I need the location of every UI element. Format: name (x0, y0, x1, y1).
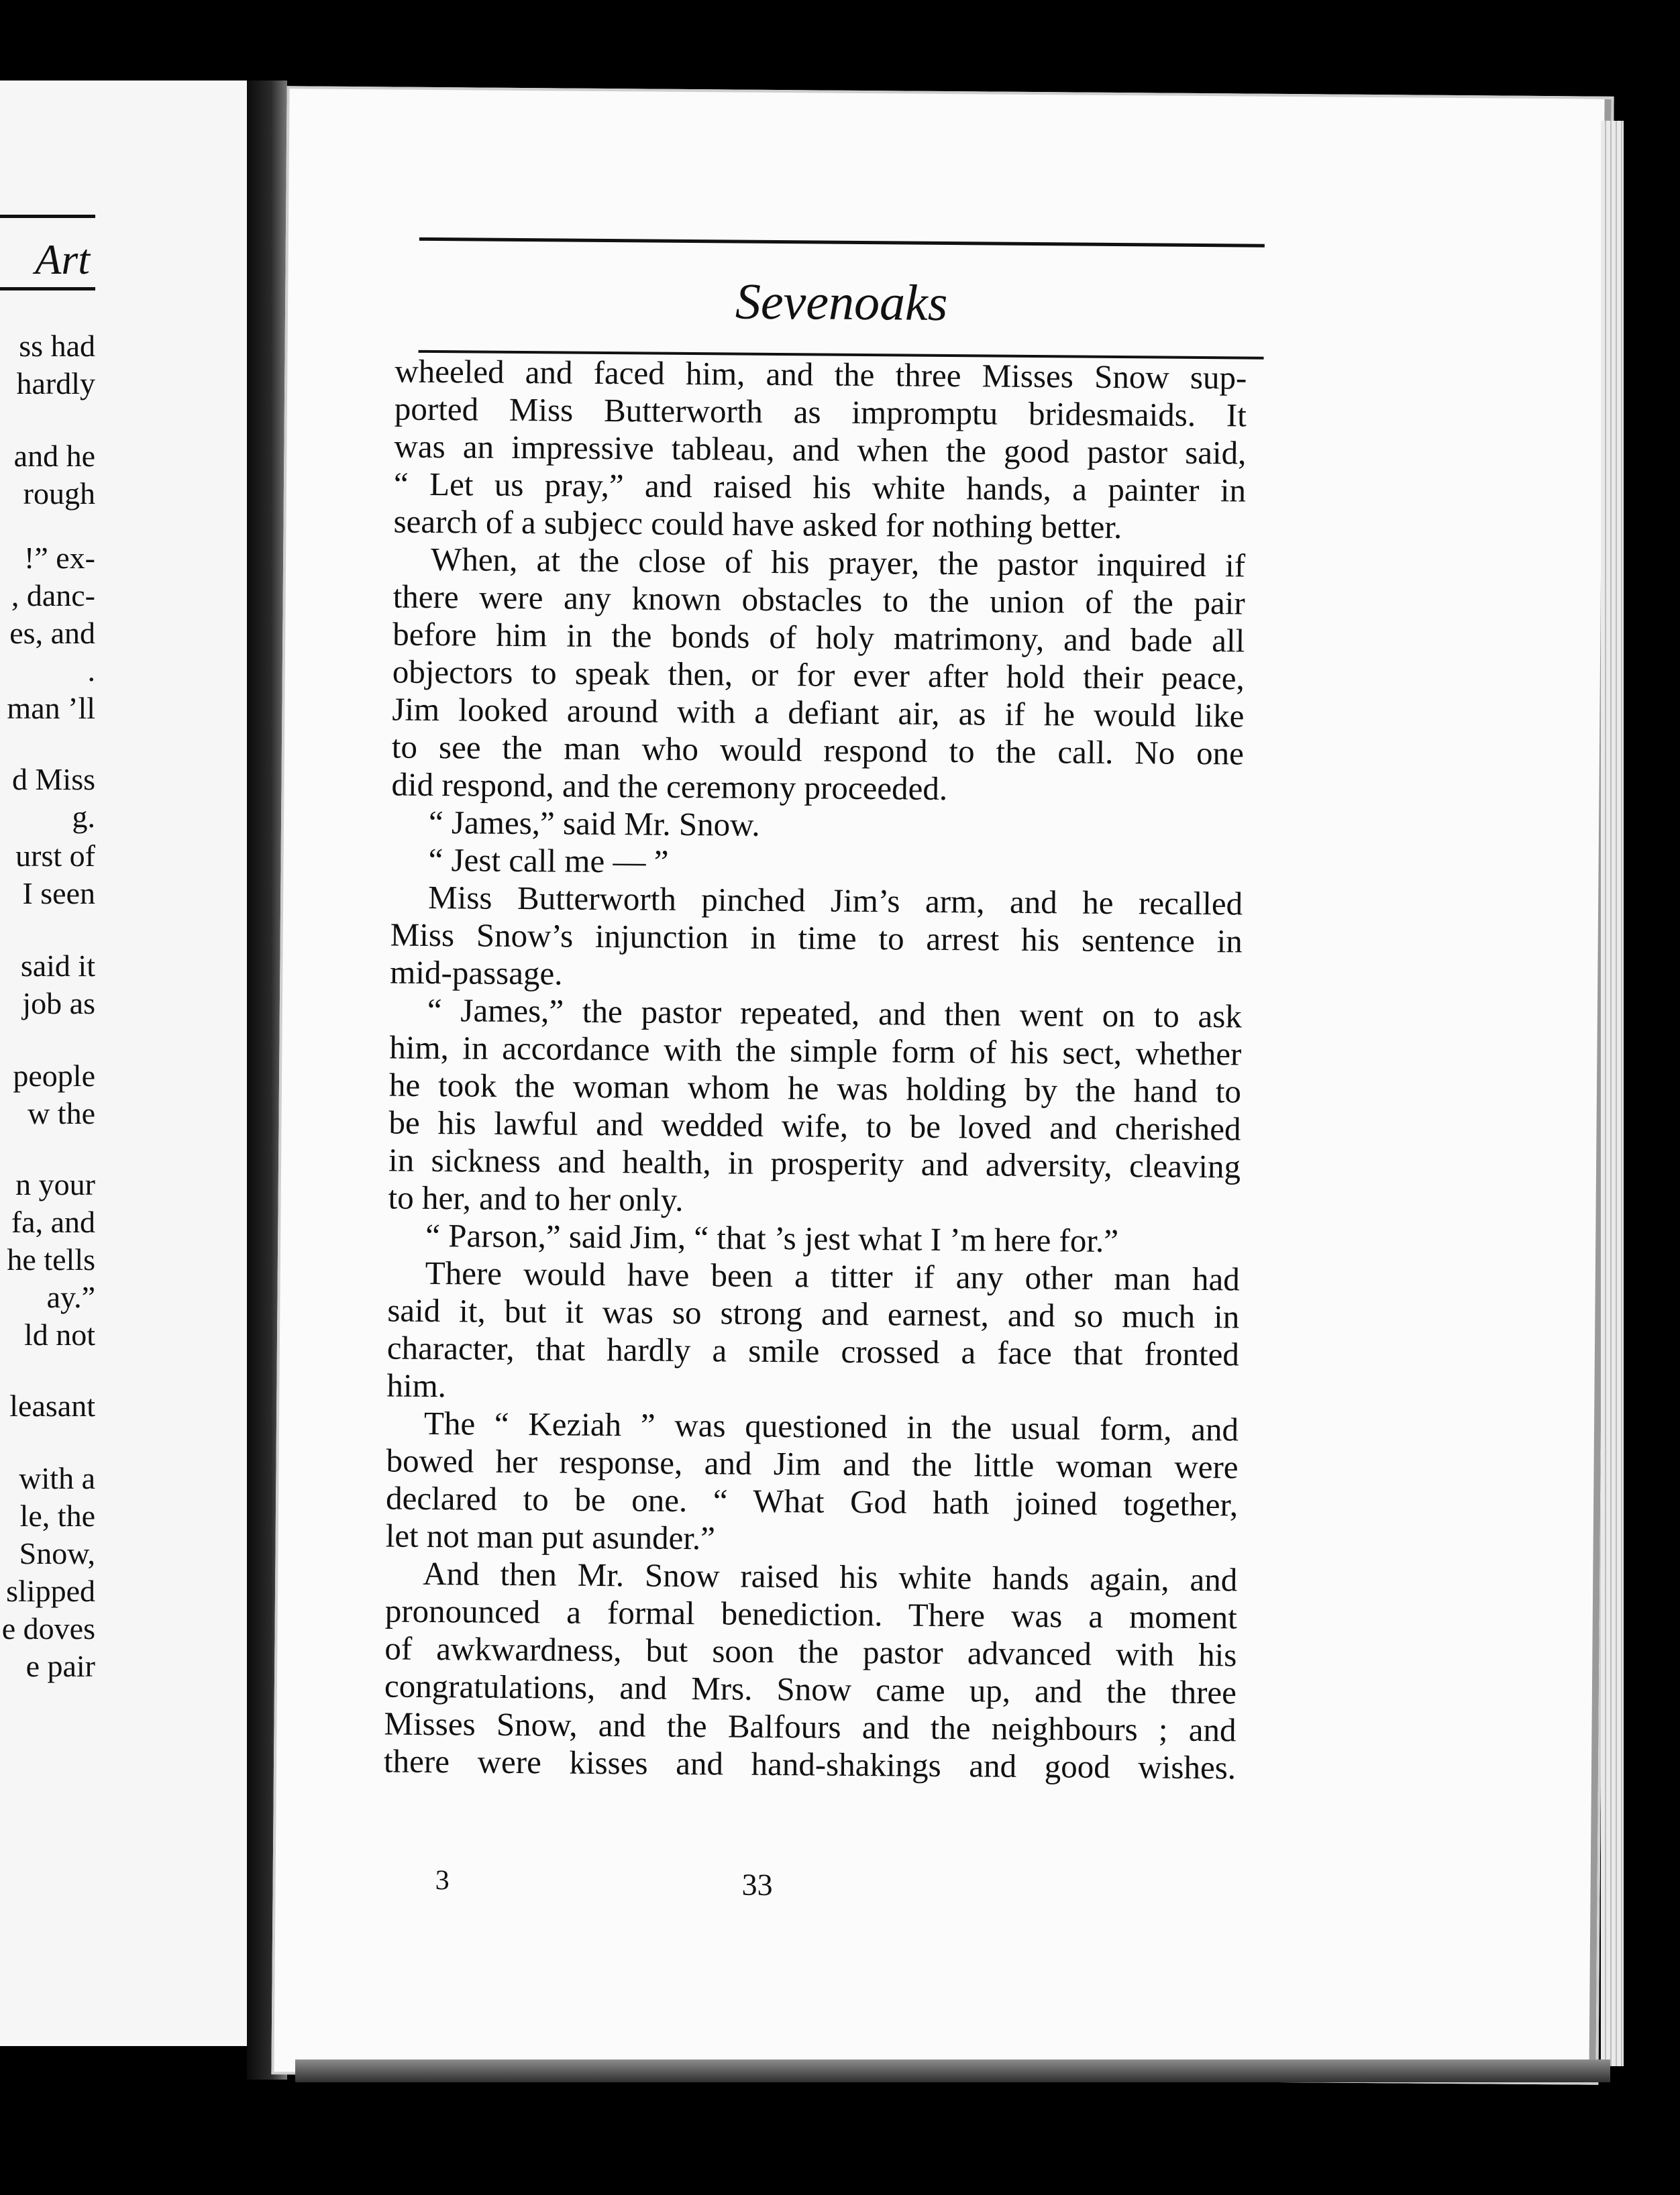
left-text-line: . (87, 653, 95, 688)
text-line: character, that hardly a smile crossed a face that fronted (386, 1329, 1240, 1373)
text-line: “ Jest call me — ” (428, 841, 669, 880)
left-text-line: said it (20, 949, 95, 983)
left-text-line: ld not (23, 1318, 95, 1352)
text-line: declared to be one. “ What God hath joined together, (385, 1479, 1239, 1523)
right-page (271, 86, 1614, 2084)
text-line: pronounced a formal benediction. There was a moment (384, 1592, 1238, 1636)
left-text-line: job as (22, 986, 95, 1020)
text-line: to her, and to her only. (388, 1179, 684, 1218)
page-number: 33 (741, 1867, 773, 1903)
text-line: there were any known obstacles to the union of the pair (392, 578, 1245, 622)
text-line: Miss Butterworth pinched Jim’s arm, and he recalled (427, 878, 1243, 922)
text-line: be his lawful and wedded wife, to be loved and cherished (388, 1104, 1241, 1148)
page-edges (1601, 121, 1624, 2066)
left-text-line: g. (72, 800, 95, 834)
text-line: “ James,” the pastor repeated, and then went on to ask (427, 991, 1243, 1035)
text-line: “ James,” said Mr. Snow. (428, 803, 760, 843)
left-text-line: urst of (15, 839, 95, 873)
left-text-line: and he (13, 439, 95, 473)
left-text-line: w the (28, 1096, 95, 1130)
text-line: “ Let us pray,” and raised his white hands, a painter in (393, 465, 1247, 509)
left-text-line: es, and (9, 616, 95, 650)
left-text-line: leasant (9, 1389, 95, 1423)
text-line: he took the woman whom he was holding by the hand to (388, 1066, 1242, 1110)
text-line: him. (386, 1367, 447, 1405)
text-line: was an impressive tableau, and when the good pastor said, (394, 427, 1247, 472)
left-text-line: slipped (6, 1574, 95, 1608)
text-line: him, in accordance with the simple form of his sect, whether (389, 1028, 1242, 1073)
running-head: Sevenoaks (735, 273, 948, 332)
text-line: before him in the bonds of holy matrimony, and bade all (392, 615, 1245, 659)
left-text-line: fa, and (11, 1205, 95, 1239)
text-line: Misses Snow, and the Balfours and the neighbours ; and (384, 1705, 1237, 1749)
left-text-line: ay.” (46, 1280, 95, 1314)
left-text-line: n your (15, 1167, 95, 1201)
left-running-head: Art (35, 235, 90, 283)
text-line: to see the man who would respond to the call. No one (391, 728, 1245, 772)
left-text-line: people (13, 1059, 95, 1093)
text-line: let not man put asunder.” (385, 1517, 716, 1557)
text-line: did respond, and the ceremony proceeded. (391, 765, 948, 808)
text-line: search of a subjecc could have asked for nothing better. (393, 502, 1122, 546)
text-line: mid-passage. (390, 953, 563, 992)
text-line: Miss Snow’s injunction in time to arrest his sentence in (390, 916, 1243, 960)
text-line: When, at the close of his prayer, the pastor inquired if (430, 540, 1246, 584)
left-text-line: le, the (19, 1499, 95, 1533)
left-header-rule-bottom (0, 287, 95, 290)
text-line: bowed her response, and Jim and the little woman were (386, 1442, 1239, 1486)
text-line: “ Parson,” said Jim, “ that ’s jest what I ’m here for.” (425, 1216, 1119, 1260)
text-line: Jim looked around with a defiant air, as if he would like (392, 690, 1245, 735)
left-text-line: I seen (22, 876, 95, 910)
text-line: ported Miss Butterworth as impromptu bridesmaids. It (394, 390, 1247, 434)
left-text-line: ss had (19, 329, 95, 363)
left-text-line: hardly (16, 366, 95, 400)
left-header-rule-top (0, 215, 95, 218)
left-text-line: man ’ll (7, 691, 95, 725)
left-text-line: d Miss (12, 762, 95, 796)
book-bottom-edge (295, 2059, 1610, 2082)
text-line: objectors to speak then, or for ever after hold their peace, (392, 653, 1245, 697)
left-text-line: Snow, (19, 1536, 95, 1570)
left-text-line: e doves (1, 1611, 95, 1646)
left-text-line: e pair (25, 1649, 95, 1683)
text-line: of awkwardness, but soon the pastor advanced with his (384, 1629, 1237, 1674)
text-line: congratulations, and Mrs. Snow came up, and the three (384, 1667, 1237, 1711)
text-line: said it, but it was so strong and earnest, and so much in (387, 1291, 1240, 1336)
text-line: in sickness and health, in prosperity and adversity, cleaving (388, 1141, 1241, 1185)
text-line: There would have been a titter if any other man had (425, 1254, 1240, 1298)
text-line: wheeled and faced him, and the three Misses Snow sup- (395, 352, 1247, 396)
left-text-line: rough (23, 476, 95, 511)
left-page (0, 81, 251, 2046)
left-text-line: , danc- (11, 578, 95, 612)
text-line: there were kisses and hand-shakings and good wishes. (383, 1742, 1237, 1786)
signature-mark: 3 (435, 1865, 450, 1896)
header-rule-top (419, 237, 1265, 248)
text-line: And then Mr. Snow raised his white hands again, and (423, 1554, 1238, 1599)
left-text-line: with a (19, 1461, 95, 1495)
text-line: The “ Keziah ” was questioned in the usual form, and (423, 1404, 1239, 1448)
left-text-line: he tells (7, 1242, 95, 1277)
left-text-line: !” ex- (24, 541, 95, 575)
